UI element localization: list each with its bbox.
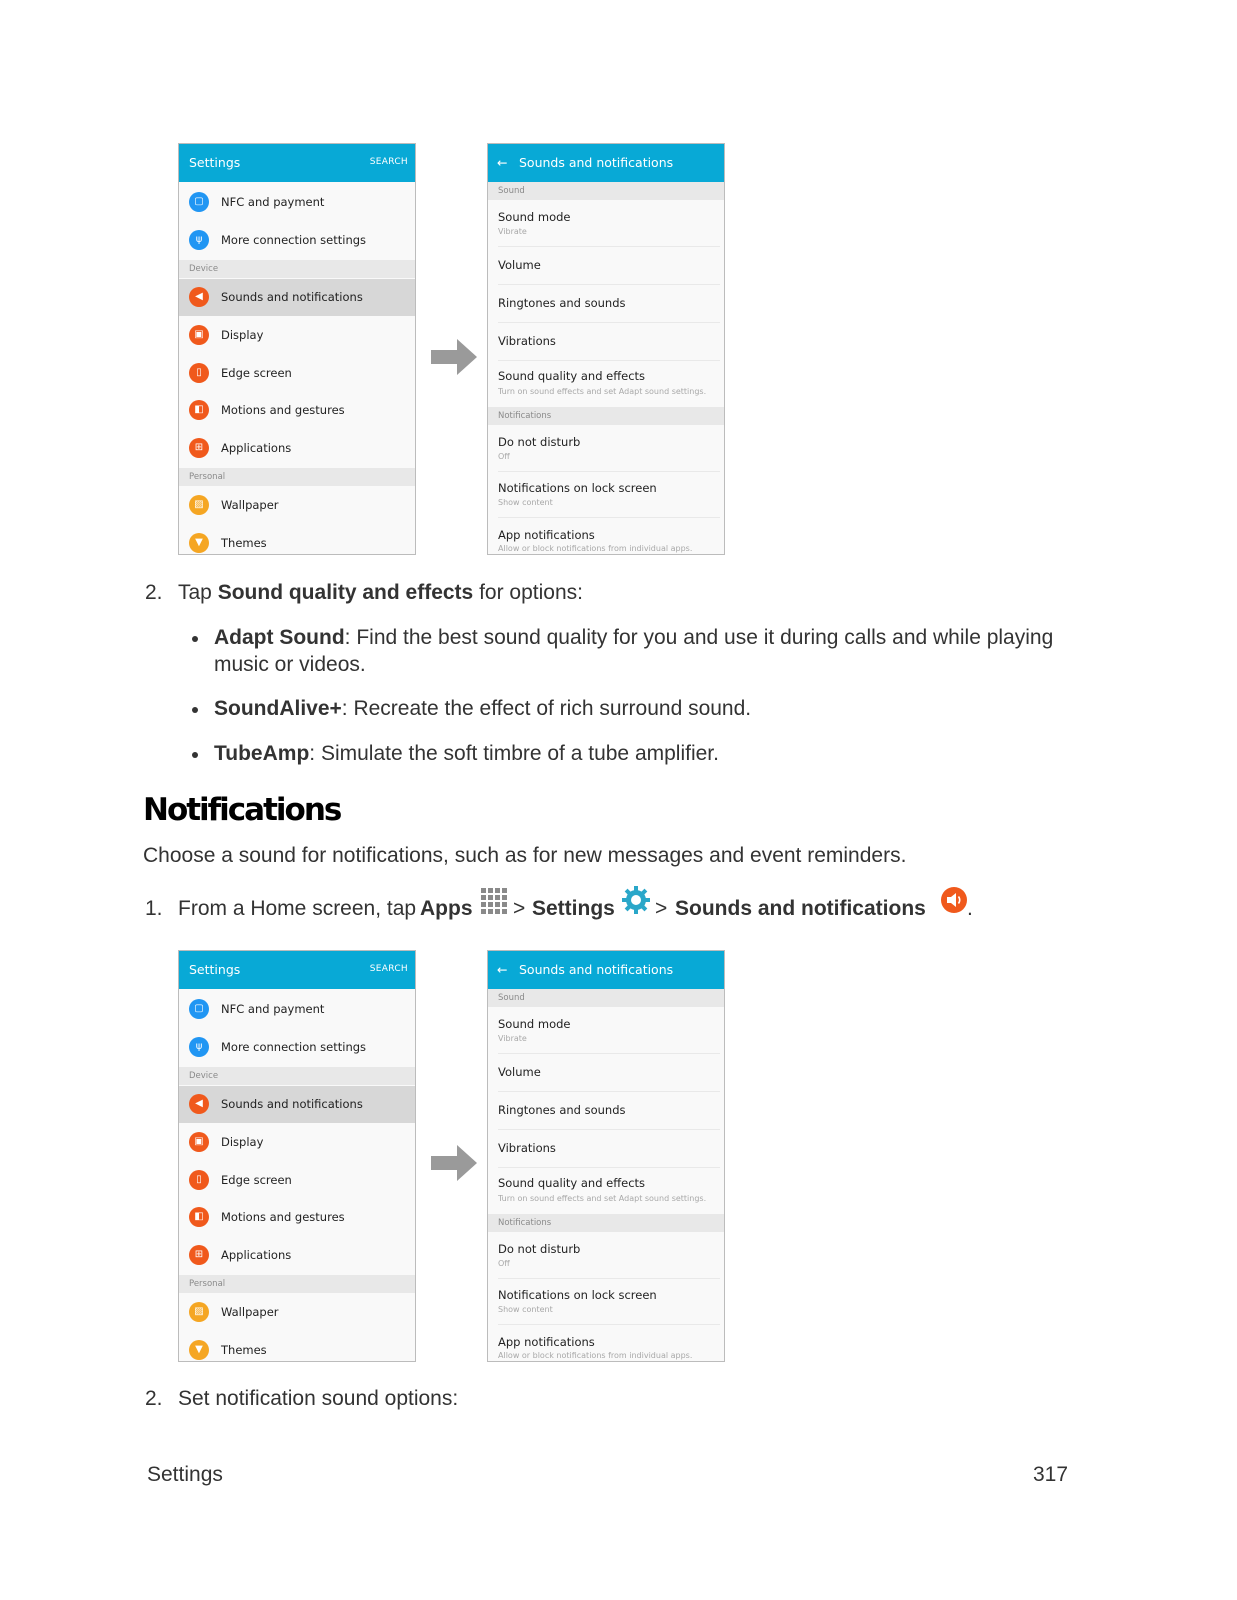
settings-item-edge — [179, 355, 415, 392]
row-sub: Allow or block notifications from individual apps. — [498, 544, 693, 553]
step1-number: 1. — [145, 897, 163, 920]
row-sound-quality — [498, 360, 720, 406]
row-label: Vibrations — [498, 334, 556, 348]
row-label: Ringtones and sounds — [498, 296, 626, 310]
row-do-not-disturb — [498, 1232, 720, 1279]
row-label: Vibrations — [498, 1141, 556, 1155]
sounds-header — [488, 951, 724, 989]
section-device: Device — [179, 1067, 415, 1085]
settings-title: Settings — [189, 155, 241, 170]
row-sub: Off — [498, 452, 510, 461]
row-label: Ringtones and sounds — [498, 1103, 626, 1117]
settings-item-label: NFC and payment — [221, 1002, 325, 1016]
settings-item-connection — [179, 222, 415, 259]
sounds-title: Sounds and notifications — [519, 155, 674, 170]
settings-item-label: Wallpaper — [221, 1305, 279, 1319]
step1-text-pre: From a Home screen, tap — [178, 897, 417, 920]
row-label: Sound quality and effects — [498, 369, 646, 383]
sounds-screenshot-2 — [487, 950, 725, 1362]
settings-item-nfc — [179, 991, 415, 1028]
row-sub: Turn on sound effects and set Adapt sound settings. — [498, 387, 707, 396]
row-label: App notifications — [498, 528, 595, 542]
settings-item-label: Edge screen — [221, 1173, 292, 1187]
row-ringtones — [498, 1091, 720, 1130]
sounds-label: Sounds and notifications — [675, 897, 926, 920]
connection-icon: ψ — [189, 230, 209, 250]
period: . — [967, 897, 973, 920]
row-ringtones — [498, 284, 720, 323]
separator: > — [513, 897, 526, 920]
row-label: Volume — [498, 258, 541, 272]
settings-item-label: More connection settings — [221, 1040, 367, 1054]
search-label: SEARCH — [369, 964, 408, 974]
row-sub: Show content — [498, 1305, 553, 1314]
section-device: Device — [179, 260, 415, 278]
page-number: 317 — [1033, 1463, 1069, 1486]
row-vibrations — [498, 1129, 720, 1168]
section-notifications: Notifications — [488, 407, 724, 425]
row-lock-screen — [498, 1278, 720, 1325]
settings-item-label: More connection settings — [221, 233, 367, 247]
settings-item-label: Themes — [221, 1343, 267, 1357]
row-sound-mode — [498, 1007, 720, 1054]
separator: > — [655, 897, 668, 920]
settings-screenshot — [178, 143, 416, 555]
row-label: Sound quality and effects — [498, 1176, 646, 1190]
connection-icon: ψ — [189, 1037, 209, 1057]
settings-item-connection — [179, 1029, 415, 1066]
display-icon: ▣ — [189, 325, 209, 345]
row-lock-screen — [498, 471, 720, 518]
row-label: Do not disturb — [498, 1242, 581, 1256]
settings-item-motions — [179, 1199, 415, 1236]
row-sub: Off — [498, 1259, 510, 1268]
applications-icon: ⊞ — [189, 438, 209, 458]
step2b-number: 2. — [145, 1387, 163, 1410]
section-personal: Personal — [179, 1275, 415, 1293]
settings-screenshot-2 — [178, 950, 416, 1362]
row-app-notifications — [498, 1324, 720, 1362]
settings-item-sounds — [179, 279, 415, 316]
settings-gear-icon — [621, 885, 651, 915]
settings-item-label: Applications — [221, 1248, 292, 1262]
display-icon: ▣ — [189, 1132, 209, 1152]
settings-item-wallpaper — [179, 1294, 415, 1331]
apps-grid-icon — [479, 886, 511, 916]
apps-label: Apps — [420, 897, 473, 920]
bullet — [192, 707, 198, 713]
search-label: SEARCH — [369, 157, 408, 167]
applications-icon: ⊞ — [189, 1245, 209, 1265]
motions-icon: ◧ — [189, 400, 209, 420]
back-arrow-icon: ← — [497, 155, 508, 170]
section-heading: Notifications — [143, 792, 341, 828]
settings-item-nfc — [179, 184, 415, 221]
motions-icon: ◧ — [189, 1207, 209, 1227]
settings-header — [179, 144, 415, 182]
row-sub: Vibrate — [498, 227, 527, 236]
settings-item-display — [179, 317, 415, 354]
settings-item-label: Display — [221, 1135, 264, 1149]
settings-item-sounds — [179, 1086, 415, 1123]
footer-section: Settings — [147, 1463, 223, 1486]
right-arrow-icon — [431, 1143, 479, 1183]
row-do-not-disturb — [498, 425, 720, 472]
row-label: App notifications — [498, 1335, 595, 1349]
section-sound: Sound — [488, 182, 724, 200]
row-sub: Allow or block notifications from individual apps. — [498, 1351, 693, 1360]
settings-item-label: Display — [221, 328, 264, 342]
row-app-notifications — [498, 517, 720, 555]
section-sound: Sound — [488, 989, 724, 1007]
row-sub: Turn on sound effects and set Adapt sound settings. — [498, 1194, 707, 1203]
intro-paragraph: Choose a sound for notifications, such as for new messages and event reminders. — [143, 844, 907, 867]
sounds-screenshot — [487, 143, 725, 555]
settings-label: Settings — [532, 897, 615, 920]
step2-text: Tap Sound quality and effects for options: — [178, 581, 583, 604]
settings-title: Settings — [189, 962, 241, 977]
row-label: Sound mode — [498, 210, 571, 224]
edge-screen-icon: ▯ — [189, 1170, 209, 1190]
row-sub: Show content — [498, 498, 553, 507]
step2b-text: Set notification sound options: — [178, 1387, 459, 1410]
sounds-header — [488, 144, 724, 182]
step2-number: 2. — [145, 581, 163, 604]
settings-item-label: Wallpaper — [221, 498, 279, 512]
settings-item-label: NFC and payment — [221, 195, 325, 209]
row-volume — [498, 1053, 720, 1092]
row-sound-mode — [498, 200, 720, 247]
settings-item-motions — [179, 392, 415, 429]
settings-item-themes — [179, 525, 415, 555]
sound-icon: ◀ — [189, 287, 209, 307]
nfc-icon: ▢ — [189, 999, 209, 1019]
row-sub: Vibrate — [498, 1034, 527, 1043]
row-sound-quality — [498, 1167, 720, 1213]
right-arrow-icon — [431, 337, 479, 377]
settings-item-label: Motions and gestures — [221, 403, 345, 417]
settings-item-applications — [179, 1237, 415, 1274]
row-vibrations — [498, 322, 720, 361]
row-label: Notifications on lock screen — [498, 1288, 657, 1302]
bullet-tubeamp: TubeAmp: Simulate the soft timbre of a tube amplifier. — [214, 742, 719, 765]
settings-item-applications — [179, 430, 415, 467]
bullet-adapt-sound: Adapt Sound: Find the best sound quality for you and use it during calls and while playing — [214, 626, 1054, 649]
row-volume — [498, 246, 720, 285]
settings-item-label: Edge screen — [221, 366, 292, 380]
themes-icon: ▼ — [189, 533, 209, 553]
themes-icon: ▼ — [189, 1340, 209, 1360]
settings-item-wallpaper — [179, 487, 415, 524]
row-label: Sound mode — [498, 1017, 571, 1031]
settings-header — [179, 951, 415, 989]
nfc-icon: ▢ — [189, 192, 209, 212]
settings-item-themes — [179, 1332, 415, 1362]
settings-item-label: Sounds and notifications — [221, 290, 363, 304]
sound-icon: ◀ — [189, 1094, 209, 1114]
settings-item-label: Sounds and notifications — [221, 1097, 363, 1111]
settings-item-label: Applications — [221, 441, 292, 455]
sounds-title: Sounds and notifications — [519, 962, 674, 977]
settings-item-label: Motions and gestures — [221, 1210, 345, 1224]
row-label: Notifications on lock screen — [498, 481, 657, 495]
row-label: Volume — [498, 1065, 541, 1079]
bullet-adapt-sound-cont: music or videos. — [214, 653, 366, 676]
section-notifications: Notifications — [488, 1214, 724, 1232]
bullet — [192, 636, 198, 642]
bullet-soundalive: SoundAlive+: Recreate the effect of rich surround sound. — [214, 697, 752, 720]
settings-item-label: Themes — [221, 536, 267, 550]
edge-screen-icon: ▯ — [189, 363, 209, 383]
back-arrow-icon: ← — [497, 962, 508, 977]
wallpaper-icon: ▨ — [189, 1302, 209, 1322]
row-label: Do not disturb — [498, 435, 581, 449]
section-personal: Personal — [179, 468, 415, 486]
settings-item-edge — [179, 1162, 415, 1199]
wallpaper-icon: ▨ — [189, 495, 209, 515]
bullet — [192, 752, 198, 758]
settings-item-display — [179, 1124, 415, 1161]
sound-notifications-icon — [940, 886, 968, 914]
